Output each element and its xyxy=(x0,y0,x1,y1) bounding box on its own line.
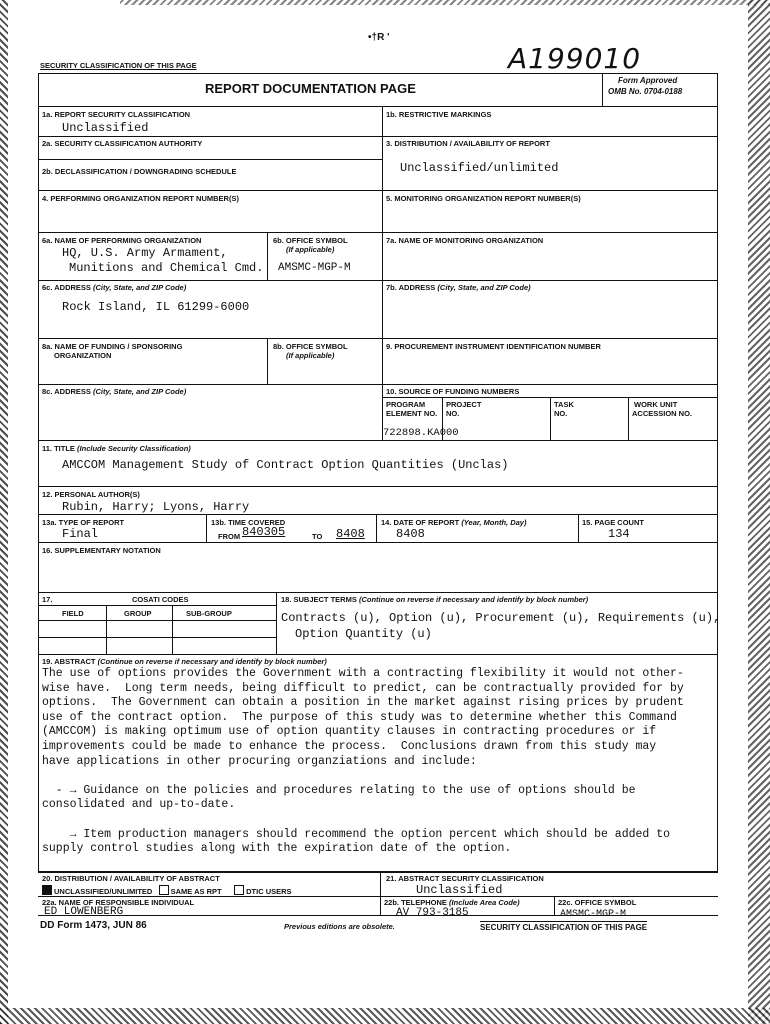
scan-edge-right xyxy=(748,0,770,1024)
field-6b-sub: (If applicable) xyxy=(286,245,335,254)
field-12-authors: Rubin, Harry; Lyons, Harry xyxy=(62,500,250,514)
footer-previous-editions: Previous editions are obsolete. xyxy=(284,922,395,931)
cosati-field-header: FIELD xyxy=(62,609,84,618)
field-8b-label: 8b. OFFICE SYMBOL xyxy=(273,342,348,351)
form-approved: Form Approved xyxy=(618,76,678,85)
field-6b-label: 6b. OFFICE SYMBOL xyxy=(273,236,348,245)
field-22b-value: AV 793-3185 xyxy=(396,907,469,919)
field-2b-label: 2b. DECLASSIFICATION / DOWNGRADING SCHEDULE xyxy=(42,167,237,176)
field-19-label-hint: (Continue on reverse if necessary and identify by block number) xyxy=(97,657,327,666)
footer-security-classification: SECURITY CLASSIFICATION OF THIS PAGE xyxy=(480,923,648,932)
top-marks: •†R ' xyxy=(368,32,390,43)
field-8a-label-2: ORGANIZATION xyxy=(54,351,112,360)
cosati-group-header: GROUP xyxy=(124,609,152,618)
dtic-users-checkbox xyxy=(234,885,244,895)
field-6a-line1: HQ, U.S. Army Armament, xyxy=(62,246,228,260)
field-12-label: 12. PERSONAL AUTHOR(S) xyxy=(42,490,140,499)
field-13a-value: Final xyxy=(62,527,99,541)
abstract-text: The use of options provides the Government with a contracting flexibility it would not other- wise have. Long term needs, being difficult to predict, can be contractually provided for by options. The Government can obtain a position in the market against rising prices by prudent use of the contract option. The purpose of this study was to determine whether this Command (AMCCOM) is making optimum use of option quantity clauses in contracting procedures or if improvements could be made to enhance the process. Conclusions drawn from this study may have applications in other procuring organziations and include: - → Guidance on the policies and procedures relating to the use of options should be consolidated and up-to-date. → Item production managers should recommend the option percent which should be added to supply control studies along with the expiration date of the option. xyxy=(42,667,684,856)
field-7b-label-hint: (City, State, and ZIP Code) xyxy=(437,283,531,292)
field-14-label xyxy=(381,518,526,527)
field-19-label-text: 19. ABSTRACT xyxy=(42,657,96,666)
field-22b-label-text: 22b. TELEPHONE xyxy=(384,898,447,907)
same-as-rpt-option-label: SAME AS RPT xyxy=(170,887,222,896)
field-14-value: 8408 xyxy=(396,527,425,541)
field-11-label xyxy=(42,444,191,453)
field-6c-label xyxy=(42,283,186,292)
form-title: REPORT DOCUMENTATION PAGE xyxy=(205,81,416,96)
field-13b-label: 13b. TIME COVERED xyxy=(211,518,286,527)
field-21-label: 21. ABSTRACT SECURITY CLASSIFICATION xyxy=(386,874,544,883)
field-18-label-text: 18. SUBJECT TERMS xyxy=(281,595,357,604)
field-18-terms-line2: Option Quantity (u) xyxy=(295,627,432,641)
field-22a-label: 22a. NAME OF RESPONSIBLE INDIVIDUAL xyxy=(42,898,195,907)
field-6a-label: 6a. NAME OF PERFORMING ORGANIZATION xyxy=(42,236,202,245)
field-6a-line2: Munitions and Chemical Cmd. xyxy=(69,261,264,275)
field-7b-label xyxy=(386,283,531,292)
cosati-codes-label: COSATI CODES xyxy=(132,595,189,604)
handwritten-accession-number: A199010 xyxy=(508,42,642,75)
field-6c-label-text: 6c. ADDRESS xyxy=(42,283,91,292)
omb-number: OMB No. 0704-0188 xyxy=(608,87,683,96)
field-2a-label: 2a. SECURITY CLASSIFICATION AUTHORITY xyxy=(42,139,203,148)
field-18-terms-line1: Contracts (u), Option (u), Procurement (u), Requirements (u), xyxy=(281,611,721,625)
field-1a-label: 1a. REPORT SECURITY CLASSIFICATION xyxy=(42,110,191,119)
field-4-label: 4. PERFORMING ORGANIZATION REPORT NUMBER(S) xyxy=(42,194,239,203)
field-3-value: Unclassified/unlimited xyxy=(400,161,559,175)
unclassified-option-label: UNCLASSIFIED/UNLIMITED xyxy=(54,887,153,896)
field-11-label-hint: (Include Security Classification) xyxy=(77,444,191,453)
field-13b-from-label: FROM xyxy=(218,532,241,541)
field-13b-to-label: TO xyxy=(312,532,323,541)
footer-form-number: DD Form 1473, JUN 86 xyxy=(40,920,147,931)
cosati-subgroup-header: SUB-GROUP xyxy=(186,609,232,618)
field-1b-label: 1b. RESTRICTIVE MARKINGS xyxy=(386,110,492,119)
security-classification-header: SECURITY CLASSIFICATION OF THIS PAGE xyxy=(40,61,197,70)
field-8c-label xyxy=(42,387,186,396)
work-unit-label-2: ACCESSION NO. xyxy=(632,409,693,418)
field-6b-value: AMSMC-MGP-M xyxy=(278,262,351,274)
task-no-label: TASK xyxy=(554,400,574,409)
field-1a-value: Unclassified xyxy=(62,121,149,135)
distribution-options xyxy=(42,885,292,896)
field-21-value: Unclassified xyxy=(416,883,503,897)
field-7a-label: 7a. NAME OF MONITORING ORGANIZATION xyxy=(386,236,544,245)
field-20-label: 20. DISTRIBUTION / AVAILABILITY OF ABSTRACT xyxy=(42,874,220,883)
field-9-label: 9. PROCUREMENT INSTRUMENT IDENTIFICATION NUMBER xyxy=(386,342,601,351)
unclassified-checkbox xyxy=(42,885,52,895)
field-8c-label-hint: (City, State, and ZIP Code) xyxy=(93,387,187,396)
field-17-label: 17. xyxy=(42,595,53,604)
field-18-label-hint: (Continue on reverse if necessary and identify by block number) xyxy=(358,595,589,604)
field-13b-from-value: 840305 xyxy=(242,525,286,539)
field-22c-label: 22c. OFFICE SYMBOL xyxy=(558,898,637,907)
field-7b-label-text: 7b. ADDRESS xyxy=(386,283,436,292)
field-11-label-text: 11. TITLE xyxy=(42,444,75,453)
field-15-value: 134 xyxy=(608,527,630,541)
scan-edge-bottom xyxy=(0,1008,770,1024)
program-element-value: 722898.KA000 xyxy=(383,427,459,439)
field-19-label xyxy=(42,657,327,666)
field-16-label: 16. SUPPLEMENTARY NOTATION xyxy=(42,546,161,555)
field-5-label: 5. MONITORING ORGANIZATION REPORT NUMBER(S) xyxy=(386,194,581,203)
field-14-label-text: 14. DATE OF REPORT xyxy=(381,518,460,527)
field-22b-label-hint: (Include Area Code) xyxy=(449,898,520,907)
project-no-label: PROJECT xyxy=(446,400,482,409)
dtic-users-option-label: DTIC USERS xyxy=(246,887,292,896)
field-22b-label xyxy=(384,898,520,907)
program-element-label: PROGRAM xyxy=(386,400,426,409)
field-8c-label-text: 8c. ADDRESS xyxy=(42,387,91,396)
field-8a-label: 8a. NAME OF FUNDING / SPONSORING xyxy=(42,342,183,351)
field-22c-value: AMSMC-MGP-M xyxy=(560,909,627,920)
field-3-label: 3. DISTRIBUTION / AVAILABILITY OF REPORT xyxy=(386,139,550,148)
field-6c-label-hint: (City, State, and ZIP Code) xyxy=(93,283,187,292)
task-no-label-2: NO. xyxy=(554,409,568,418)
field-18-label xyxy=(281,595,588,604)
field-14-label-hint: (Year, Month, Day) xyxy=(461,518,527,527)
field-22a-value: ED LOWENBERG xyxy=(44,906,124,918)
field-6c-value: Rock Island, IL 61299-6000 xyxy=(62,300,250,314)
project-no-label-2: NO. xyxy=(446,409,460,418)
program-element-label-2: ELEMENT NO. xyxy=(386,409,438,418)
field-13a-label: 13a. TYPE OF REPORT xyxy=(42,518,125,527)
work-unit-label: WORK UNIT xyxy=(634,400,678,409)
scan-edge-top xyxy=(120,0,770,5)
field-10-label: 10. SOURCE OF FUNDING NUMBERS xyxy=(386,387,520,396)
field-15-label: 15. PAGE COUNT xyxy=(582,518,644,527)
same-as-rpt-checkbox xyxy=(159,885,169,895)
scan-edge-left xyxy=(0,0,8,1024)
field-13b-to-value: 8408 xyxy=(336,527,365,541)
field-11-title: AMCCOM Management Study of Contract Option Quantities (Unclas) xyxy=(62,458,509,472)
field-8b-sub: (If applicable) xyxy=(286,351,335,360)
